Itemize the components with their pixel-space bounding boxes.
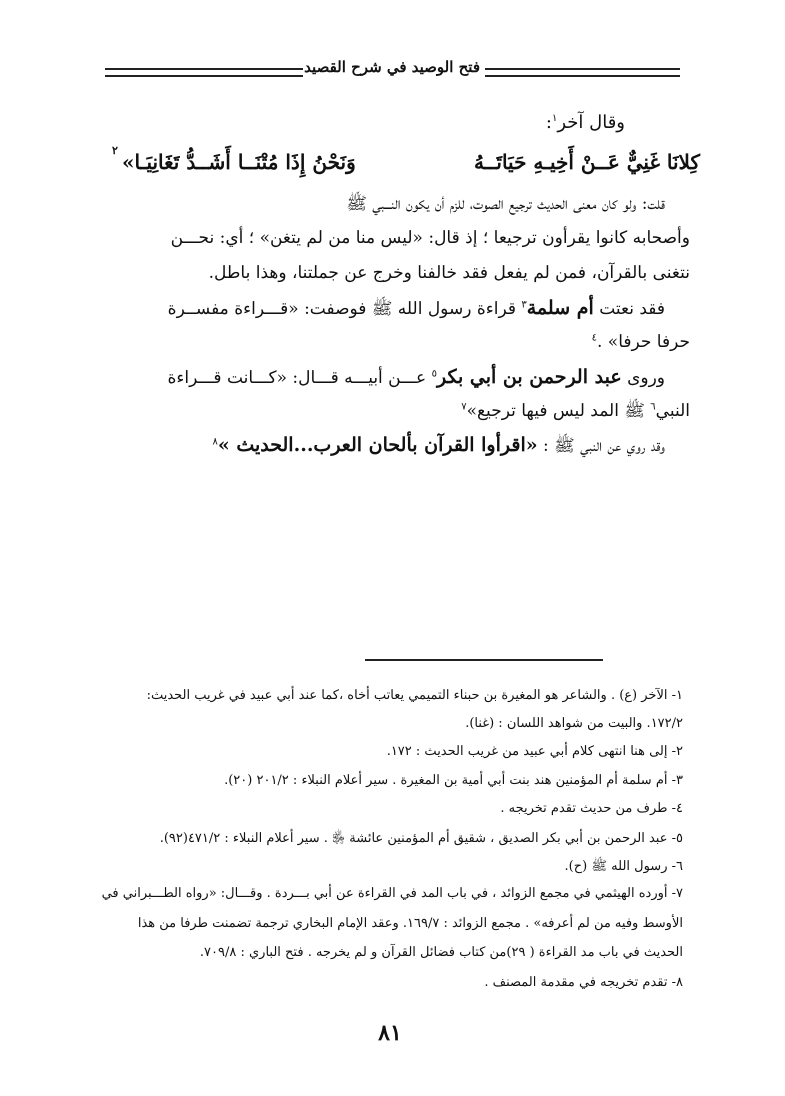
footnote-ref-8: ٨ [212,436,218,448]
footnote-7-line-3: الحديث في باب مد القراءة ( ٢٩)من كتاب فضائل القرآن و لم يخرجه . فتح الباري : ٧٠٩/٨. [199,945,683,960]
footnote-ref-5: ٥ [431,368,437,380]
footnote-8: ٨- تقدم تخريجه في مقدمة المصنف . [484,975,683,990]
verse-second-hemistich: وَنَحْنُ إِذَا مُتْنَــا أَشَــدُّ تَغَانِيَـا» [122,150,356,174]
footnote-2: ٢- إلى هنا انتهى كلام أبي عبيد من غريب الحديث : ١٧٢. [386,744,683,759]
paragraph-3-text-b: عـــن أبيـــه قـــال: «كـــانت قـــراءة [167,368,427,388]
paragraph-3-text-a: وروى [627,368,665,388]
intro-text: وقال آخر [557,112,625,133]
paragraph-2-text-b: قراءة رسول الله ﷺ فوصفت: «قـــراءة مفســرة [167,299,516,319]
paragraph-2-text-c: حرفا حرفا» . [596,332,690,352]
footnote-7-line-2: الأوسط وفيه من لم أعرفه» . مجمع الزوائد : ١٦٩/٧. وعقد الإمام البخاري ترجمة تضمنت طرفا من هذا [137,916,683,931]
footnote-ref-3: ٣ [521,299,527,311]
paragraph-3-text-d: ﷺ المد ليس فيها ترجيع» [466,401,645,421]
footnote-ref-6: ٦ [650,401,656,413]
paragraph-2-line-2 [592,332,690,352]
paragraph-2-text-a: فقد نعتت [599,299,665,319]
footnote-ref-1: ١ [551,113,558,124]
footnote-3: ٣- أم سلمة أم المؤمنين هند بنت أبي أمية بن المغيرة . سير أعلام النبلاء : ٢٠١/٢ (٢٠). [224,773,683,788]
footnote-4: ٤- طرف من حديث تقدم تخريجه . [500,801,683,816]
page-number: ٨١ [378,1020,402,1046]
paragraph-3-line-2 [461,400,690,425]
person-name-abdulrahman: عبد الرحمن بن أبي بكر [436,366,622,388]
paragraph-3-text-c: النبي [655,401,690,421]
header-rule-right [485,68,680,77]
paragraph-1-line-2: وأصحابه كانوا يقرأون ترجيعا ؛ إذ قال: «ليس منا من لم يتغن» ؛ أي: نحـــن [170,228,690,248]
footnote-7-line-1: ٧- أورده الهيثمي في مجمع الزوائد ، في باب المد في القراءة عن أبي بـــردة . وقـــال: «رواه الطـــبراني في [101,886,683,901]
paragraph-4-text-a: وقد روي عن النبي ﷺ : [543,436,665,456]
footnote-separator [365,659,603,661]
running-header [105,58,680,88]
footnote-1-line-2: ١٧٢/٢. والبيت من شواهد اللسان : (غنا). [465,716,683,731]
footnote-ref-7: ٧ [461,401,467,413]
paragraph-4 [212,434,665,460]
paragraph-3-line-1 [167,366,665,388]
intro-line: وقال آخر$^١$: [545,112,625,133]
footnote-5: ٥- عبد الرحمن بن أبي بكر الصديق ، شقيق أم المؤمنين عائشة ﵂ . سير أعلام النبلاء : ٤٧١/٢(٩٢). [159,831,683,846]
paragraph-1-line-3: نتغنى بالقرآن، فمن لم يفعل فقد خالفنا وخرج عن جملتنا، وهذا باطل. [208,263,690,283]
paragraph-2-line-1 [168,297,665,323]
paragraph-1-line-1: قلت: ولو كان معنى الحديث ترجيع الصوت، للزم أن يكون النـــبي ﷺ [346,194,665,214]
verse-first-hemistich: كِلانَا غَنِيٌّ عَــنْ أَخِيـهِ حَيَاتَــهُ [473,150,700,174]
poem-verse [100,144,700,184]
footnote-1-line-1: ١- الآخر (ع) . والشاعر هو المغيرة بن حبناء التميمي يعاتب أخاه ،كما عند أبي عبيد في غريب الحديث: [146,688,683,703]
footnote-6: ٦- رسول الله ﷺ (ح). [564,859,683,874]
header-rule-left [105,68,303,77]
footnote-ref-2: ٢ [112,144,118,157]
footnote-ref-4: ٤ [591,332,597,344]
hadith-quote: «اقرأوا القرآن بألحان العرب...الحديث » [217,434,538,456]
header-title: فتح الوصيد في شرح القصيد [304,58,480,76]
person-name-umm-salama: أم سلمة [526,297,594,319]
